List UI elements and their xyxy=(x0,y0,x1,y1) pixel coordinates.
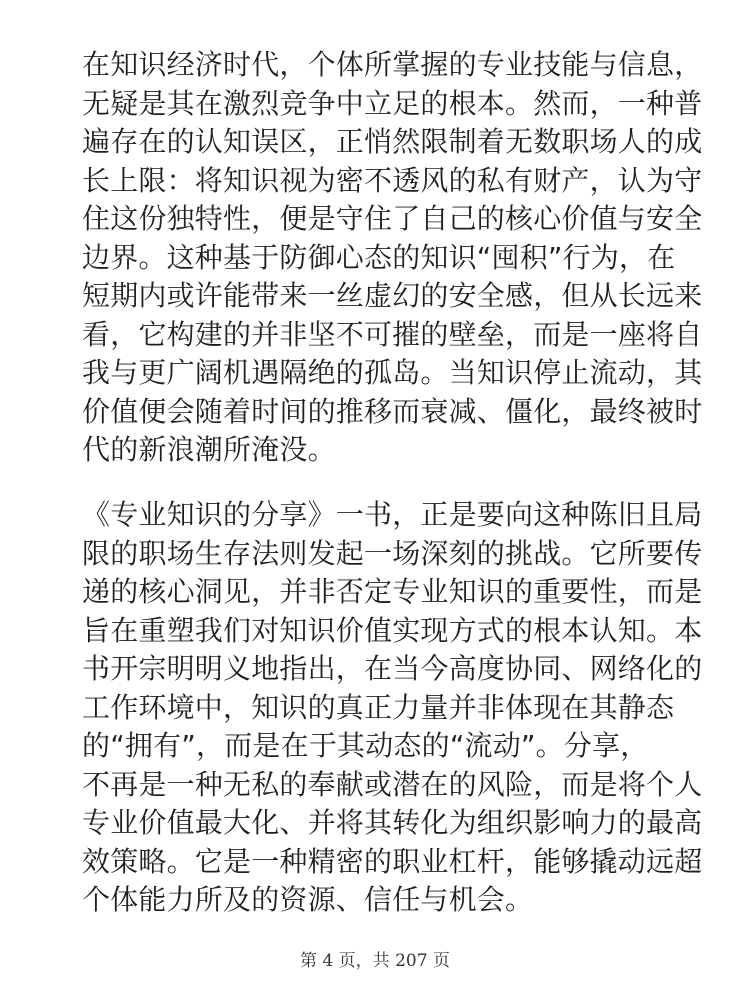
text-line: 看，它构建的并非坚不可摧的壁垒，而是一座将自 xyxy=(82,317,703,351)
paragraph-1 xyxy=(82,46,703,470)
text-line: 递的核心洞见，并非否定专业知识的重要性，而是 xyxy=(82,575,703,608)
text-line: 长上限：将知识视为密不透风的私有财产，认为守 xyxy=(82,163,703,197)
page-number: 4 xyxy=(322,951,334,971)
text-line: 工作环境中，知识的真正力量并非体现在其静态 xyxy=(82,690,675,724)
text-line: 短期内或许能带来一丝虚幻的安全感，但从长远来 xyxy=(82,279,703,312)
text-line: 专业价值最大化、并将其转化为组织影响力的最高 xyxy=(82,806,703,839)
text-line: 在知识经济时代，个体所掌握的专业技能与信息， xyxy=(82,48,703,81)
text-line: 《专业知识的分享》一书，正是要向这种陈旧且局 xyxy=(82,498,703,531)
text-line: 不再是一种无私的奉献或潜在的风险，而是将个人 xyxy=(82,767,703,801)
text-line: 遍存在的认知误区，正悄然限制着无数职场人的成 xyxy=(82,125,703,158)
text-line: 代的新浪潮所淹没。 xyxy=(82,433,336,466)
paragraph-2 xyxy=(82,496,703,920)
total-pages: 207 xyxy=(395,951,428,971)
footer-prefix: 第 xyxy=(300,951,323,971)
text-line: 书开宗明明义地指出，在当今高度协同、网络化的 xyxy=(82,652,703,685)
text-line: 的“拥有”，而是在于其动态的“流动”。分享， xyxy=(82,729,649,762)
footer-suffix: 页 xyxy=(427,951,450,971)
footer-middle: 页，共 xyxy=(333,951,396,971)
page-footer xyxy=(0,946,750,971)
text-line: 效策略。它是一种精密的职业杠杆，能够撬动远超 xyxy=(82,844,703,878)
text-line: 限的职场生存法则发起一场深刻的挑战。它所要传 xyxy=(82,536,703,570)
text-line: 个体能力所及的资源、信任与机会。 xyxy=(82,883,534,916)
text-line: 价值便会随着时间的推移而衰减、僵化，最终被时 xyxy=(82,394,703,428)
text-line: 旨在重塑我们对知识价值实现方式的根本认知。本 xyxy=(82,613,703,647)
text-line: 住这份独特性，便是守住了自己的核心价值与安全 xyxy=(82,202,703,235)
text-line: 无疑是其在激烈竞争中立足的根本。然而，一种普 xyxy=(82,86,703,120)
text-line: 我与更广阔机遇隔绝的孤岛。当知识停止流动，其 xyxy=(82,356,703,389)
text-line: 边界。这种基于防御心态的知识“囤积”行为，在 xyxy=(82,240,676,274)
